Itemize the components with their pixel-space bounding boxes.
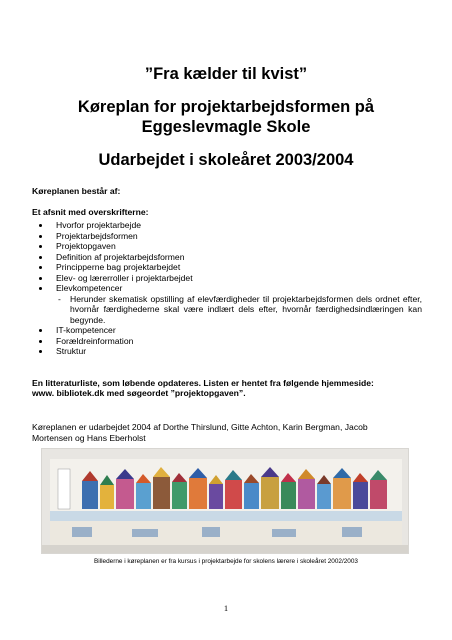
- sub-list-item: - Herunder skematisk opstilling af elevfærdigheder til projektarbejdsformen dels ordnet efter, hvornår færdighederne skal være indlært dels efter, hvornår færdighedsindlæringen kan begynde.: [58, 293, 422, 325]
- list-item: Definition af projektarbejdsformen: [32, 252, 422, 263]
- bullet-icon: [39, 277, 42, 280]
- list-item: Elev- og lærerroller i projektarbejdet: [32, 273, 422, 284]
- bullet-icon: [39, 256, 42, 259]
- bullet-icon: [39, 350, 42, 353]
- list-item: Forældreinformation: [32, 336, 422, 347]
- bullet-icon: [39, 340, 42, 343]
- document-subtitle: Udarbejdet i skoleåret 2003/2004: [98, 151, 354, 169]
- title-line: Eggeslevmagle Skole: [141, 118, 311, 136]
- dash-icon: -: [58, 293, 61, 304]
- bullet-icon: [39, 235, 42, 238]
- bullet-icon: [39, 329, 42, 332]
- list-item: Elevkompetencer: [32, 283, 422, 294]
- contents-list: [32, 220, 422, 357]
- list-item: Hvorfor projektarbejde: [32, 220, 422, 231]
- title-line: Køreplan for projektarbejdsformen på: [77, 98, 375, 116]
- photo-caption: Billederne i køreplanen er fra kursus i projektarbejde for skolens lærere i skoleåret 2002/2003: [94, 558, 358, 565]
- list-item: IT-kompetencer: [32, 325, 422, 336]
- drawings-illustration: [42, 449, 409, 554]
- document-title: [0, 97, 452, 137]
- section-heading: Et afsnit med overskrifterne:: [32, 207, 149, 217]
- student-drawings-photo: [41, 448, 409, 554]
- list-item: Principperne bag projektarbejdet: [32, 262, 422, 273]
- intro-heading: Køreplanen består af:: [32, 186, 121, 196]
- list-item: Projektarbejdsformen: [32, 231, 422, 242]
- page-number: 1: [223, 603, 229, 613]
- bullet-icon: [39, 266, 42, 269]
- list-item: Projektopgaven: [32, 241, 422, 252]
- bullet-icon: [39, 245, 42, 248]
- document-title-quote: ”Fra kælder til kvist”: [144, 65, 308, 83]
- bullet-icon: [39, 287, 42, 290]
- literature-paragraph: En litteraturliste, som løbende opdateres. Listen er hentet fra følgende hjemmeside: www. bibliotek.dk med søgeordet ”projektopgaven”.: [32, 378, 374, 399]
- list-item: Struktur: [32, 346, 422, 357]
- bullet-icon: [39, 224, 42, 227]
- credit-paragraph: Køreplanen er udarbejdet 2004 af Dorthe Thirslund, Gitte Achton, Karin Bergman, Jacob Mortensen og Hans Eberholst: [32, 422, 368, 443]
